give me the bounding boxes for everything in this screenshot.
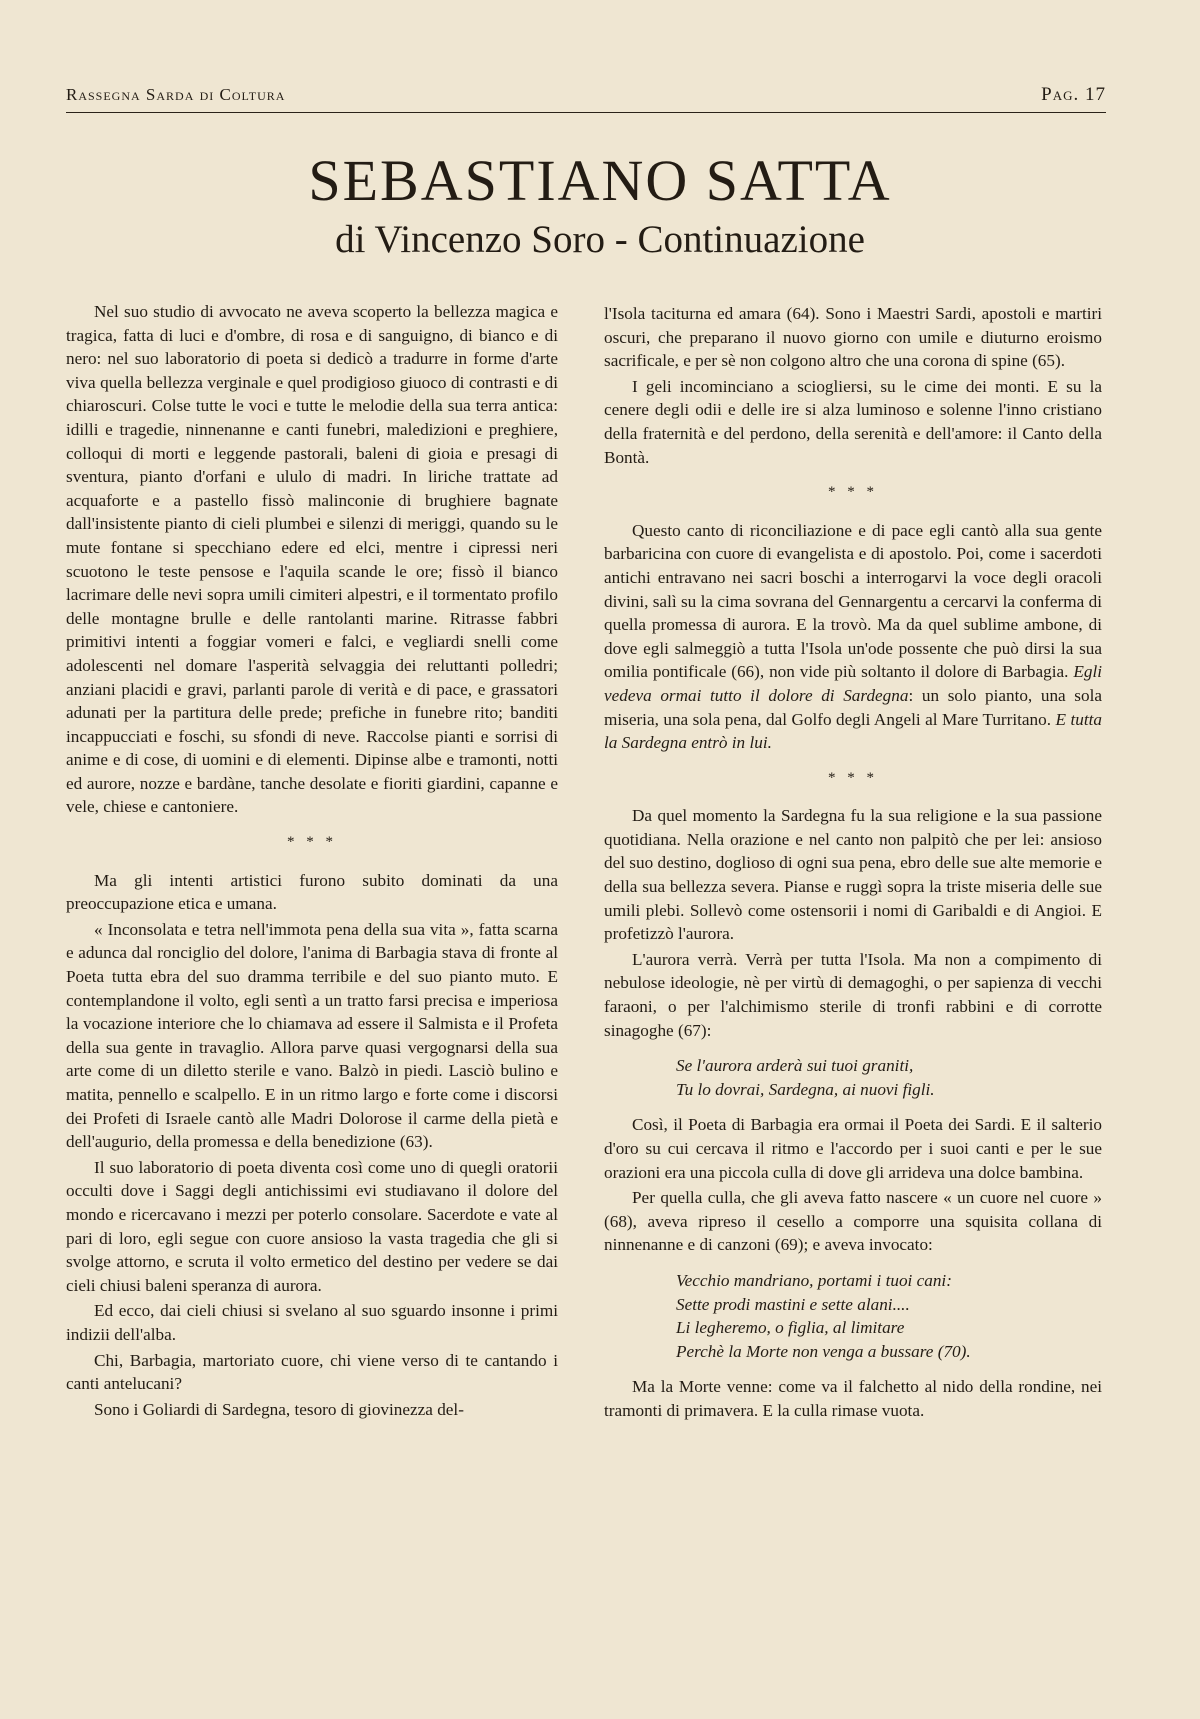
paragraph-text: Questo canto di riconciliazione e di pace egli cantò alla sua gente barbaricina con cuore di evangelista e di apostolo. Poi, come i sacerdoti antichi entravano nei sacri boschi a interrogarvi la voce degli oracoli divini, salì su la cima sovrana del Gennargentu a cercarvi la conferma di quella promessa di aurora. E la trovò. Ma da quel sublime ambone, di dove egli salmeggiò a tutta l'Isola un'ode possente che può dirsi la sua omilia pontificale (66), non vide più soltanto il dolore di Barbagia. bbox=[604, 520, 1102, 682]
paragraph: Sono i Goliardi di Sardegna, tesoro di giovinezza del- bbox=[94, 1399, 464, 1419]
left-column bbox=[66, 300, 558, 1423]
verse-line: Li legheremo, o figlia, al limitare bbox=[676, 1318, 905, 1338]
journal-name: Rassegna Sarda di Coltura bbox=[66, 85, 286, 104]
section-separator: * * * bbox=[828, 769, 878, 786]
paragraph: Così, il Poeta di Barbagia era ormai il Poeta dei Sardi. E il salterio d'oro su cui cercava il ritmo e l'accordo per i suoi canti e per le sue orazioni era una piccola culla di dove gli arrideva una dolce bambina. bbox=[604, 1115, 1102, 1182]
paragraph: I geli incominciano a sciogliersi, su le cime dei monti. E su la cenere degli odii e delle ire si alza luminoso e solenne l'inno cristiano della fraternità e del perdono, della serenità e dell'amore: il Canto della Bontà. bbox=[604, 376, 1102, 467]
paragraph: Da quel momento la Sardegna fu la sua religione e la sua passione quotidiana. Nella orazione e nel canto non palpitò che per lei: ansioso del suo destino, doglioso di ogni sua pena, ebro delle sue alte memorie e della sua bellezza severa. Pianse e ruggì sopra la triste miseria delle sue umili plebi. Sollevò come ostensorii i nomi di Garibaldi e di Angioi. E profetizzò l'aurora. bbox=[604, 806, 1102, 944]
paragraph: Ma la Morte venne: come va il falchetto al nido della rondine, nei tramonti di primavera. E la culla rimase vuota. bbox=[604, 1377, 1102, 1420]
emphasis-text: E tutta la Sardegna entrò in lui. bbox=[604, 709, 1102, 753]
page-number: Pag. 17 bbox=[1041, 84, 1106, 105]
paragraph: L'aurora verrà. Verrà per tutta l'Isola. Ma non a compimento di nebulose ideologie, nè per virtù di demagoghi, o per sapienza di vecchi faraoni, o per l'alchimismo sterile di tronfi rabbini e di corrotte sinagoghe (67): bbox=[604, 949, 1102, 1040]
verse-line: Perchè la Morte non venga a bussare (70). bbox=[676, 1341, 971, 1361]
emphasis-text: Egli vedeva ormai tutto il dolore di Sardegna bbox=[604, 662, 1103, 705]
paragraph: Per quella culla, che gli aveva fatto nascere « un cuore nel cuore » (68), aveva ripreso il cesello a comporre una squisita collana di ninnenanne e di canzoni (69); e aveva invocato: bbox=[604, 1188, 1102, 1255]
paragraph: Chi, Barbagia, martoriato cuore, chi viene verso di te cantando i canti antelucani? bbox=[66, 1350, 558, 1394]
verse-quote bbox=[676, 1269, 1102, 1363]
running-head bbox=[66, 84, 1106, 106]
verse-quote bbox=[676, 1054, 1102, 1101]
paragraph: l'Isola taciturna ed amara (64). Sono i Maestri Sardi, apostoli e martiri oscuri, che preparano il nuovo giorno con umile e diuturno eroismo sacrificale, e per sè non colgono altro che una corona di spine (65). bbox=[604, 304, 1102, 371]
section-separator: * * * bbox=[287, 834, 337, 851]
verse-line: Se l'aurora arderà sui tuoi graniti, bbox=[676, 1056, 914, 1076]
verse-line: Vecchio mandriano, portami i tuoi cani: bbox=[676, 1270, 952, 1290]
header-rule bbox=[66, 112, 1106, 113]
paragraph: Il suo laboratorio di poeta diventa così come uno di quegli oratorii occulti dove i Saggi degli antichissimi evi studiavano il dolore del mondo e ricercavano i mezzi per poterlo consolare. Sacerdote e vate al pari di loro, egli segue con cuore ansioso la vasta tragedia che gli si svolge attorno, e scruta il volto ermetico del destino per vedere se dai cieli chiusi baleni speranza di aurora. bbox=[66, 1157, 558, 1295]
paragraph bbox=[604, 519, 1102, 755]
paragraph: Ma gli intenti artistici furono subito dominati da una preoccupazione etica e umana. bbox=[66, 870, 558, 914]
right-column bbox=[604, 302, 1102, 1425]
article-title: SEBASTIANO SATTA bbox=[308, 148, 892, 213]
paragraph: Nel suo studio di avvocato ne aveva scoperto la bellezza magica e tragica, fatta di luci e d'ombre, di rosa e di sanguigno, di bianco e di nero: nel suo laboratorio di poeta si dedicò a tradurre in forme d'arte viva quella bellezza verginale e quel prodigioso giuoco di contrasti e di chiaroscuri. Colse tutte le voci e tutte le melodie della sua terra antica: idilli e tragedie, ninnenanne e canti funebri, maledizioni e preghiere, colloqui di morti e leggende pastorali, baleni di gioia e presagi di sventura, pianto d'orfani e ululo di madri. In liriche trattate ad acquaforte e a pastello fissò malinconie di brughiere bagnate dall'insistente pianto di cieli plumbei e silenzi di meriggi, quando su le mute fontane si specchiano edere ed elci, mentre i cipressi neri scuotono le teste pensose e l'aquila scande le ore; fissò il bianco lacrimare delle nevi sopra umili cimiteri alpestri, e il tormentato profilo delle montagne brulle e delle rantolanti marine. Ritrasse fabbri primitivi intenti a foggiar vomeri e falci, e vegliardi snelli come adolescenti nel domare l'asperità selvaggia dei reluttanti polledri; anziani placidi e gravi, parlanti parole di verità e di pace, e grassatori adunati per la partitura delle prede; prefiche in funebre rito; banditi incappucciati e foschi, su sfondi di neve. Raccolse pianti e sorrisi di anime e di cose, di uomini e di elementi. Dipinse albe e tramonti, notti ed aurore, nozze e bardàne, tanche desolate e fioriti giardini, capanne e vele, chiese e cantoniere. bbox=[66, 302, 558, 817]
verse-line: Tu lo dovrai, Sardegna, ai nuovi figli. bbox=[676, 1079, 935, 1099]
paragraph: « Inconsolata e tetra nell'immota pena della sua vita », fatta scarna e adunca dal ronciglio del dolore, l'anima di Barbagia stava di fronte al Poeta tutta ebra del suo dramma terribile e del suo pianto muto. E contemplandone il volto, egli sentì a un tratto farsi precisa e imperiosa la vocazione interiore che lo chiamava ad essere il Salmista e il Profeta della sua gente in travaglio. Allora parve quasi vergognarsi della sua arte come di un diletto sterile e vano. Balzò in piedi. Lasciò bulino e matita, pennello e scalpello. E in un ritmo largo e forte come i discorsi dei Profeti di Israele cantò alle Madri Dolorose il carme della pietà e dell'augurio, della promessa e della benedizione (63). bbox=[66, 919, 558, 1152]
article-subtitle: di Vincenzo Soro - Continuazione bbox=[335, 218, 865, 261]
paragraph: Ed ecco, dai cieli chiusi si svelano al suo sguardo insonne i primi indizii dell'alba. bbox=[66, 1301, 558, 1344]
paragraph-text: : un solo pianto, una sola miseria, una sola pena, dal Golfo degli Angeli al Mare Turritano. bbox=[604, 685, 1102, 729]
section-separator: * * * bbox=[828, 484, 878, 501]
verse-line: Sette prodi mastini e sette alani.... bbox=[676, 1294, 910, 1314]
